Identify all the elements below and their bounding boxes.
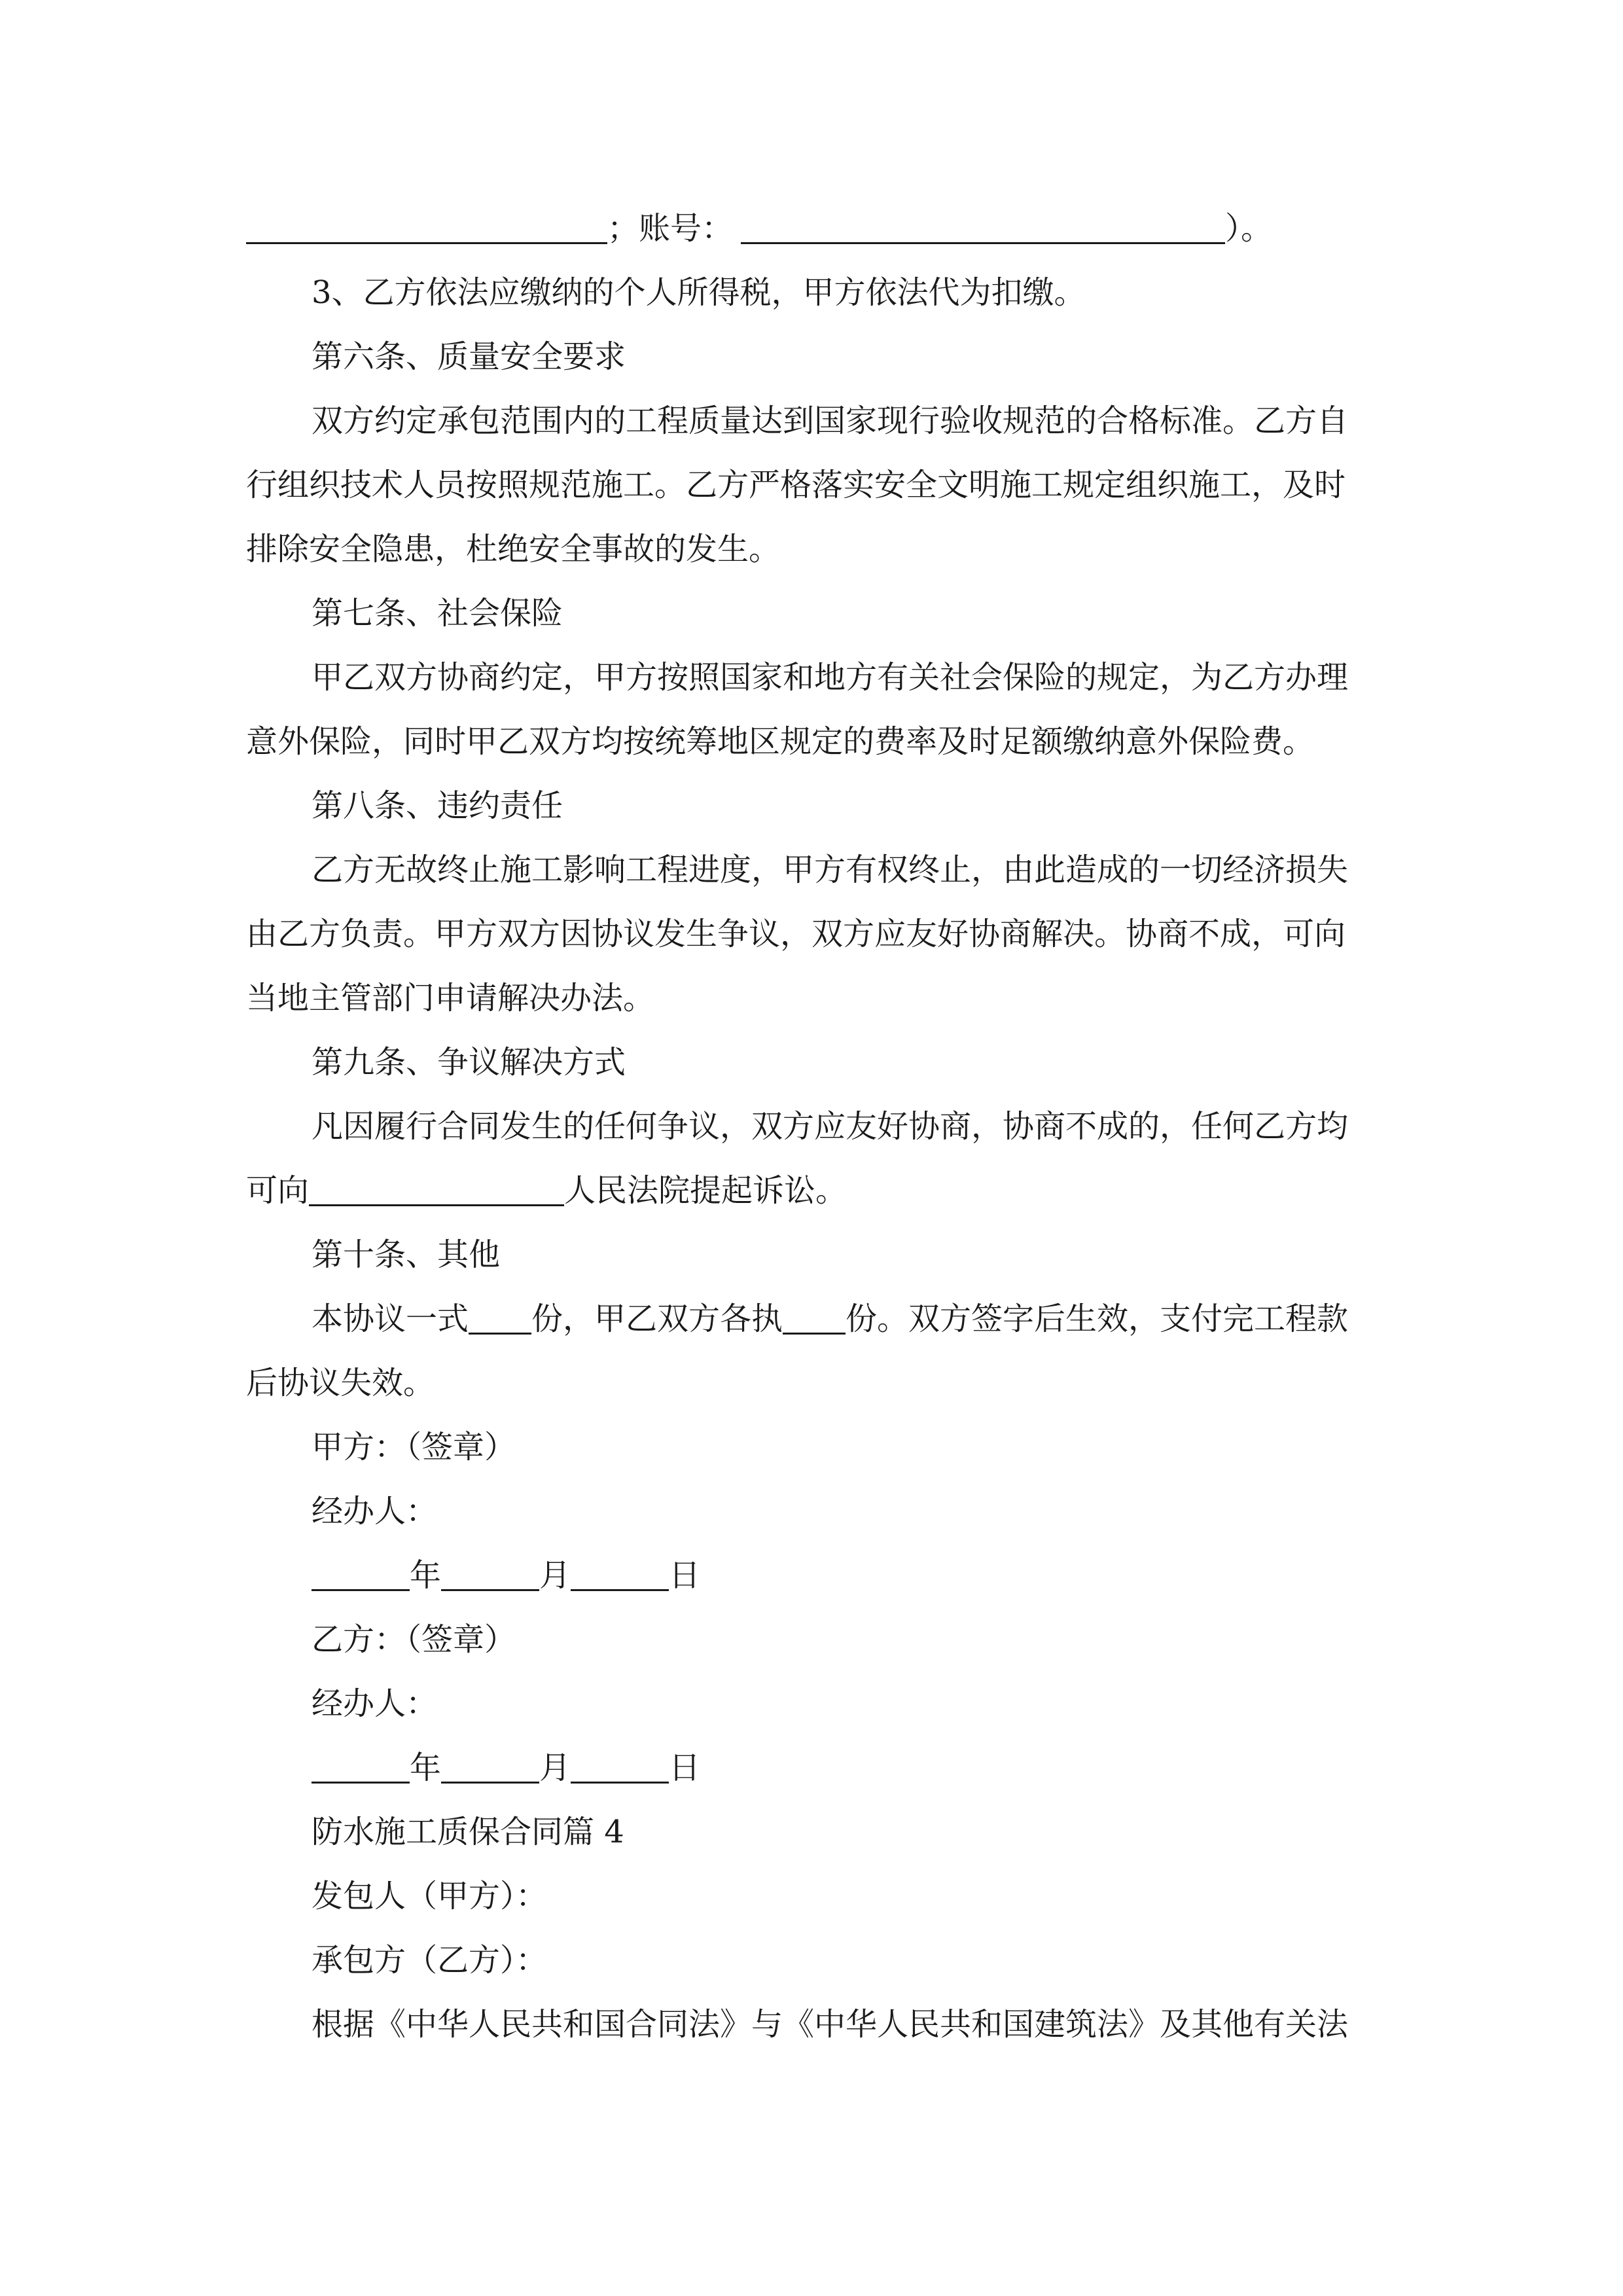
article-8-heading: 第八条、违约责任 xyxy=(312,787,563,824)
year-label: 年 xyxy=(410,1749,442,1786)
year-label: 年 xyxy=(410,1557,442,1594)
article-7-line: 甲乙双方协商约定，甲方按照国家和地方有关社会保险的规定，为乙方办理 xyxy=(312,659,1349,696)
party-a-agent: 经办人： xyxy=(312,1493,438,1530)
day-blank xyxy=(571,1748,669,1784)
article-6-line: 排除安全隐患，杜绝安全事故的发生。 xyxy=(246,531,781,567)
document-body xyxy=(246,196,1377,2056)
month-blank xyxy=(441,1748,539,1784)
intro-line: 根据《中华人民共和国合同法》与《中华人民共和国建筑法》及其他有关法 xyxy=(312,2006,1349,2043)
section-title: 防水施工质保合同篇 4 xyxy=(312,1814,624,1850)
month-label: 月 xyxy=(539,1557,571,1594)
party-b-signature: 乙方：（签章） xyxy=(312,1621,516,1658)
article-8-line: 当地主管部门申请解决办法。 xyxy=(246,980,655,1016)
article-10-line: 后协议失效。 xyxy=(246,1365,435,1401)
month-blank xyxy=(441,1555,539,1591)
article-8-line: 由乙方负责。甲方双方因协议发生争议，双方应友好协商解决。协商不成，可向 xyxy=(246,916,1346,952)
article-7-line: 意外保险，同时甲乙双方均按统筹地区规定的费率及时足额缴纳意外保险费。 xyxy=(246,723,1315,760)
closing-paren: ）。 xyxy=(1225,210,1273,247)
copies-suffix: 份。双方签字后生效，支付完工程款 xyxy=(846,1300,1349,1337)
copies-middle: 份，甲乙双方各执 xyxy=(531,1300,783,1337)
semicolon: ； xyxy=(607,210,639,247)
party-b-date xyxy=(246,1736,1377,1800)
day-label: 日 xyxy=(669,1557,701,1594)
each-copies-blank xyxy=(783,1299,846,1335)
day-blank xyxy=(571,1555,669,1591)
article-9-court-line xyxy=(246,1158,1377,1223)
party-a-date xyxy=(246,1543,1377,1607)
article-7-heading: 第七条、社会保险 xyxy=(312,595,563,632)
contractor-line: 承包方（乙方）： xyxy=(312,1942,548,1979)
party-b-agent: 经办人： xyxy=(312,1685,438,1722)
total-copies-blank xyxy=(469,1299,531,1335)
employer-line: 发包人（甲方）： xyxy=(312,1878,548,1914)
day-label: 日 xyxy=(669,1749,701,1786)
account-label: 账号： xyxy=(639,210,734,247)
year-blank xyxy=(312,1555,410,1591)
article-9-heading: 第九条、争议解决方式 xyxy=(312,1044,626,1081)
article-8-line: 乙方无故终止施工影响工程进度，甲方有权终止，由此造成的一切经济损失 xyxy=(312,852,1349,888)
party-a-signature: 甲方：（签章） xyxy=(312,1429,516,1465)
article-6-heading: 第六条、质量安全要求 xyxy=(312,338,626,375)
article-6-line: 行组织技术人员按照规范施工。乙方严格落实安全文明施工规定组织施工，及时 xyxy=(246,467,1346,503)
article-10-heading: 第十条、其他 xyxy=(312,1236,501,1273)
account-line xyxy=(246,196,1377,260)
article-6-line: 双方约定承包范围内的工程质量达到国家现行验收规范的合格标准。乙方自 xyxy=(312,403,1349,439)
tax-clause: 3、乙方依法应缴纳的个人所得税，甲方依法代为扣缴。 xyxy=(312,274,1086,311)
year-blank xyxy=(312,1748,410,1784)
article-9-line: 凡因履行合同发生的任何争议，双方应友好协商，协商不成的，任何乙方均 xyxy=(312,1108,1349,1145)
copies-prefix: 本协议一式 xyxy=(312,1300,469,1337)
article-10-copies-line xyxy=(246,1287,1377,1351)
court-name-blank xyxy=(309,1170,564,1206)
month-label: 月 xyxy=(539,1749,571,1786)
bank-name-blank xyxy=(246,208,607,244)
court-prefix: 可向 xyxy=(246,1172,310,1209)
court-suffix: 人民法院提起诉讼。 xyxy=(564,1172,847,1209)
account-number-blank xyxy=(741,208,1225,244)
